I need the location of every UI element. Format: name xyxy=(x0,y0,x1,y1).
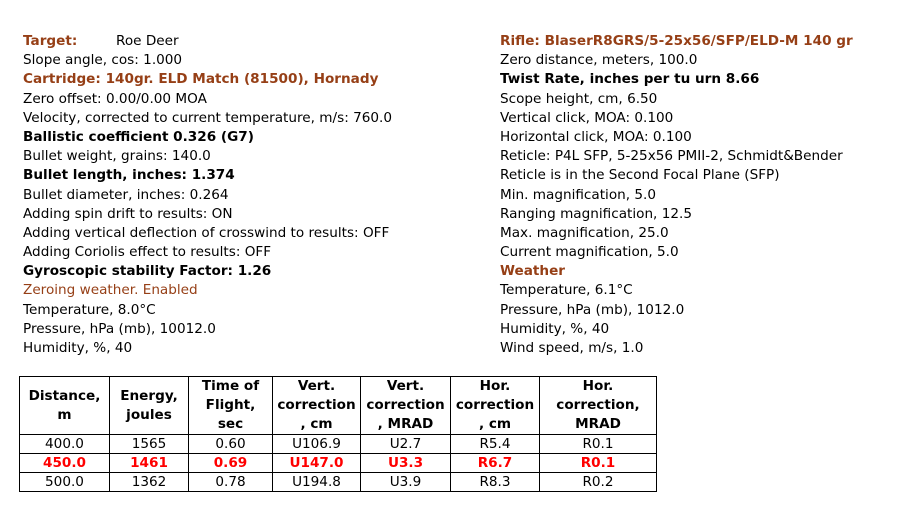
ballistic-coefficient: Ballistic coefficient 0.326 (G7) xyxy=(23,128,254,145)
header-distance: Distance, m xyxy=(20,377,110,435)
cartridge-heading: Cartridge: 140gr. ELD Match (81500), Hornady xyxy=(23,71,379,88)
cell-vert-mrad: U3.9 xyxy=(361,473,451,492)
bullet-length: Bullet length, inches: 1.374 xyxy=(23,167,235,184)
cell-time: 0.60 xyxy=(189,435,273,454)
cell-energy: 1565 xyxy=(110,435,189,454)
header-hor-cm: Hor. correction , cm xyxy=(451,377,540,435)
zeroing-weather-heading: Zeroing weather. Enabled xyxy=(23,282,198,299)
ballistics-table xyxy=(19,376,657,492)
coriolis-setting: Adding Coriolis effect to results: OFF xyxy=(23,244,272,261)
cartridge-info-column xyxy=(23,32,493,358)
gyroscopic-stability: Gyroscopic stability Factor: 1.26 xyxy=(23,263,272,280)
cell-hor-mrad: R0.2 xyxy=(540,473,657,492)
zero-humidity: Humidity, %, 40 xyxy=(23,340,133,356)
weather-humidity: Humidity, %, 40 xyxy=(500,320,610,337)
cell-vert-cm: U194.8 xyxy=(273,473,361,492)
header-vert-cm: Vert. correction , cm xyxy=(273,377,361,435)
vertical-click: Vertical click, MOA: 0.100 xyxy=(500,109,674,126)
cell-energy: 1461 xyxy=(110,454,189,473)
velocity: Velocity, corrected to current temperature, m/s: 760.0 xyxy=(23,109,393,126)
cell-distance: 400.0 xyxy=(20,435,110,454)
spin-drift-setting: Adding spin drift to results: ON xyxy=(23,205,233,222)
scope-height: Scope height, cm, 6.50 xyxy=(500,90,658,107)
cell-hor-mrad: R0.1 xyxy=(540,435,657,454)
table-header-row xyxy=(20,377,657,435)
rifle-info-column xyxy=(500,32,905,358)
horizontal-click: Horizontal click, MOA: 0.100 xyxy=(500,128,692,145)
max-magnification: Max. magnification, 25.0 xyxy=(500,224,669,241)
twist-rate: Twist Rate, inches per tu urn 8.66 xyxy=(500,71,760,88)
cell-vert-mrad: U3.3 xyxy=(361,454,451,473)
cell-vert-mrad: U2.7 xyxy=(361,435,451,454)
focal-plane: Reticle is in the Second Focal Plane (SFP) xyxy=(500,167,780,184)
table-row xyxy=(20,473,657,492)
weather-temperature: Temperature, 6.1°C xyxy=(500,282,633,299)
cell-vert-cm: U106.9 xyxy=(273,435,361,454)
reticle: Reticle: P4L SFP, 5-25x56 PMII-2, Schmidt&Bender xyxy=(500,148,843,165)
target-value: Roe Deer xyxy=(116,33,179,49)
cell-hor-mrad: R0.1 xyxy=(540,454,657,473)
zero-offset: Zero offset: 0.00/0.00 MOA xyxy=(23,90,207,107)
min-magnification: Min. magnification, 5.0 xyxy=(500,186,657,203)
cell-hor-cm: R8.3 xyxy=(451,473,540,492)
cell-vert-cm: U147.0 xyxy=(273,454,361,473)
cell-distance: 450.0 xyxy=(20,454,110,473)
rifle-heading: Rifle: BlaserR8GRS/5-25x56/SFP/ELD-M 140 gr xyxy=(500,33,853,49)
weather-heading: Weather xyxy=(500,263,566,280)
table-row-highlighted xyxy=(20,454,657,473)
cell-energy: 1362 xyxy=(110,473,189,492)
target-line xyxy=(23,32,493,51)
current-magnification: Current magnification, 5.0 xyxy=(500,244,679,261)
target-label: Target: xyxy=(23,33,78,49)
cell-time: 0.78 xyxy=(189,473,273,492)
zero-pressure: Pressure, hPa (mb), 10012.0 xyxy=(23,320,216,337)
header-time-of-flight: Time of Flight, sec xyxy=(189,377,273,435)
cell-hor-cm: R6.7 xyxy=(451,454,540,473)
cell-distance: 500.0 xyxy=(20,473,110,492)
wind-speed: Wind speed, m/s, 1.0 xyxy=(500,340,644,356)
zero-temperature: Temperature, 8.0°C xyxy=(23,301,156,318)
table-row xyxy=(20,435,657,454)
ranging-magnification: Ranging magnification, 12.5 xyxy=(500,205,692,222)
weather-pressure: Pressure, hPa (mb), 1012.0 xyxy=(500,301,685,318)
cell-hor-cm: R5.4 xyxy=(451,435,540,454)
zero-distance: Zero distance, meters, 100.0 xyxy=(500,52,698,69)
bullet-weight: Bullet weight, grains: 140.0 xyxy=(23,148,211,165)
header-energy: Energy, joules xyxy=(110,377,189,435)
cell-time: 0.69 xyxy=(189,454,273,473)
vertical-deflection-setting: Adding vertical deflection of crosswind to results: OFF xyxy=(23,224,390,241)
bullet-diameter: Bullet diameter, inches: 0.264 xyxy=(23,186,229,203)
header-hor-mrad: Hor. correction, MRAD xyxy=(540,377,657,435)
slope-angle: Slope angle, cos: 1.000 xyxy=(23,52,183,69)
header-vert-mrad: Vert. correction , MRAD xyxy=(361,377,451,435)
